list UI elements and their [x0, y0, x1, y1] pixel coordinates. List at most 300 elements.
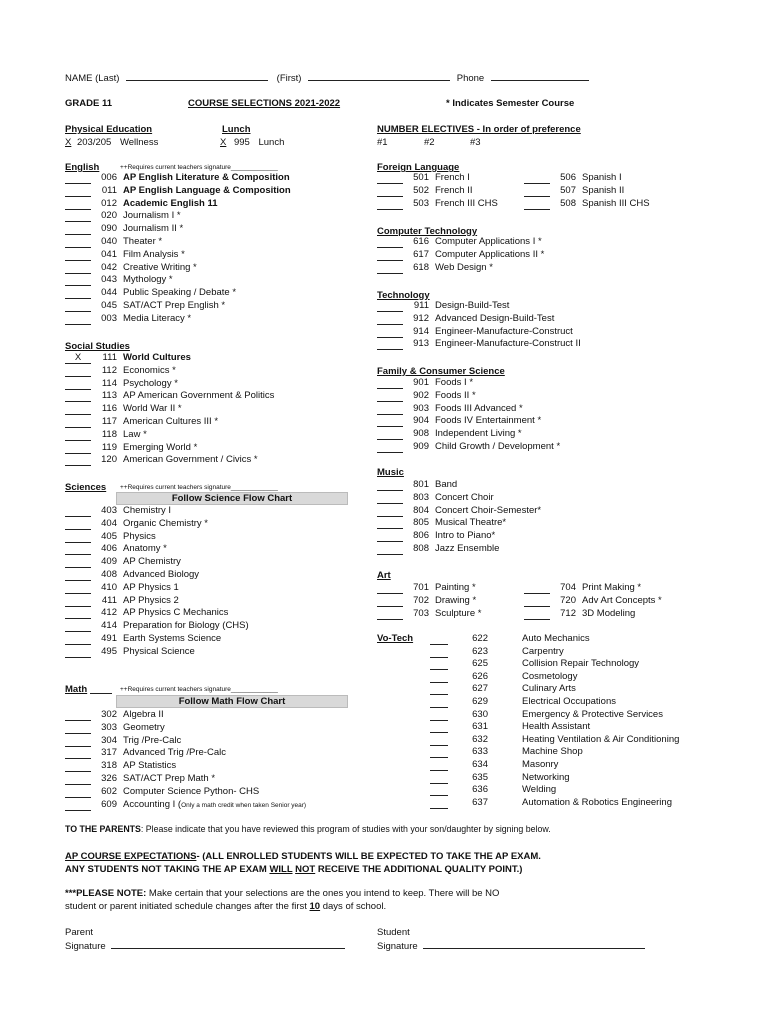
- phone-field[interactable]: [491, 72, 589, 81]
- list-item: [65, 620, 249, 633]
- student-signature: [377, 940, 645, 952]
- ap-expectations-line2: [65, 864, 522, 875]
- list-item: [377, 505, 541, 518]
- course-code: 411: [101, 594, 117, 606]
- selection-blank[interactable]: [377, 429, 403, 440]
- course-name: AP English Language & Composition: [123, 184, 291, 196]
- course-note: Only a math credit when taken Senior year): [181, 801, 307, 809]
- parent-signature: [65, 940, 345, 952]
- computer-title: Computer Technology: [377, 226, 478, 237]
- list-item: [65, 569, 249, 582]
- course-code: 491: [101, 632, 117, 644]
- course-name: Foods III Advanced *: [435, 402, 523, 414]
- selection-blank[interactable]: [65, 455, 91, 466]
- list-item: [65, 172, 291, 185]
- course-name: Concert Choir-Semester*: [435, 504, 542, 516]
- pe-name: Wellness: [119, 137, 159, 148]
- list-item: [65, 646, 249, 659]
- selection-blank[interactable]: [65, 621, 91, 632]
- list-item: [65, 531, 249, 544]
- course-name: Emergency & Protective Services: [522, 708, 663, 720]
- course-name: AP Chemistry: [123, 556, 181, 568]
- course-code: 632: [472, 733, 488, 745]
- ap-title: AP COURSE EXPECTATIONS: [65, 851, 197, 862]
- selection-blank[interactable]: [65, 391, 91, 402]
- course-name: Computer Applications I *: [435, 236, 542, 247]
- selection-blank[interactable]: [65, 736, 91, 747]
- course-name: Accounting I (: [123, 798, 182, 810]
- course-name: AP American Government & Politics: [123, 390, 275, 402]
- list-item: [430, 671, 679, 684]
- course-code: 011: [101, 184, 117, 196]
- course-code: 114: [101, 377, 117, 389]
- list-item: [65, 709, 306, 722]
- selection-blank[interactable]: [65, 506, 91, 517]
- course-code: 404: [101, 517, 117, 529]
- course-name: Cosmetology: [522, 670, 578, 682]
- student-signature-field[interactable]: [423, 940, 645, 949]
- course-code: 042: [101, 261, 117, 273]
- selection-blank[interactable]: [524, 199, 550, 210]
- english-title: English: [65, 162, 100, 173]
- course-name: Earth Systems Science: [123, 632, 222, 644]
- list-item: [377, 479, 541, 492]
- course-name: Psychology *: [123, 377, 178, 389]
- selection-blank[interactable]: [65, 647, 91, 658]
- student-signature-label: Signature: [377, 941, 418, 952]
- selection-blank[interactable]: [65, 583, 91, 594]
- course-name: Culinary Arts: [522, 683, 576, 695]
- course-name: Physics: [123, 530, 156, 542]
- course-code: 507: [560, 184, 576, 196]
- list-item: [524, 595, 662, 608]
- course-code: 406: [101, 543, 117, 555]
- parents-text: : Please indicate that you have reviewed this program of studies with your son/daughter by signing below.: [140, 824, 551, 834]
- selection-blank[interactable]: [430, 735, 448, 746]
- course-code: 636: [472, 784, 488, 796]
- course-name: Algebra II: [123, 709, 164, 720]
- course-code: 506: [560, 172, 576, 183]
- course-code: 111: [102, 352, 117, 363]
- course-code: 703: [413, 607, 429, 619]
- list-item: [377, 492, 541, 505]
- note-line2b: days of school.: [320, 901, 387, 912]
- selection-blank[interactable]: [65, 301, 91, 312]
- selection-blank[interactable]: [377, 493, 403, 504]
- list-item: [65, 416, 274, 429]
- list-item: [430, 734, 679, 747]
- course-code: 043: [101, 274, 117, 286]
- list-item: [430, 658, 679, 671]
- list-item: [377, 185, 498, 198]
- course-code: 912: [413, 312, 429, 324]
- name-first-field[interactable]: [308, 72, 450, 81]
- foreign-list-right: [524, 172, 650, 210]
- selection-blank[interactable]: [430, 672, 448, 683]
- selection-blank[interactable]: [377, 518, 403, 529]
- list-item: [65, 287, 291, 300]
- list-item: [430, 646, 679, 659]
- selection-blank[interactable]: [524, 173, 550, 184]
- course-name: AP Physics C Mechanics: [123, 607, 229, 619]
- selection-blank[interactable]: [65, 723, 91, 734]
- selection-blank[interactable]: [65, 774, 91, 785]
- selection-blank[interactable]: [430, 722, 448, 733]
- course-name: Independent Living *: [435, 428, 522, 440]
- course-name: Computer Science Python- CHS: [123, 785, 260, 797]
- course-name: French III CHS: [435, 197, 498, 209]
- list-item: [65, 722, 306, 735]
- selection-blank[interactable]: [430, 710, 448, 721]
- social-title: Social Studies: [65, 341, 130, 352]
- selection-blank[interactable]: [65, 787, 91, 798]
- selection-blank[interactable]: [65, 275, 91, 286]
- course-name: Web Design *: [435, 261, 493, 273]
- selection-blank[interactable]: [524, 596, 550, 607]
- selection-blank[interactable]: [430, 697, 448, 708]
- list-item: [430, 696, 679, 709]
- list-item: [377, 608, 481, 621]
- parent-signature-field[interactable]: [111, 940, 345, 949]
- computer-list: [377, 236, 544, 274]
- list-item: [65, 595, 249, 608]
- course-name: Networking: [522, 771, 570, 783]
- elective-2: #2: [424, 137, 435, 148]
- selection-blank[interactable]: [430, 659, 448, 670]
- selection-blank[interactable]: [377, 416, 403, 427]
- pe-title: Physical Education: [65, 124, 153, 135]
- music-list: [377, 479, 541, 556]
- course-code: 637: [472, 796, 488, 808]
- selection-blank[interactable]: [65, 224, 91, 235]
- course-name: World War II *: [123, 403, 182, 415]
- elective-3: #3: [470, 137, 481, 148]
- selection-blank[interactable]: [65, 710, 91, 721]
- lunch-code: 995: [233, 137, 250, 148]
- course-name: AP Physics 2: [123, 594, 179, 606]
- list-item: [377, 582, 481, 595]
- list-item: [65, 556, 249, 569]
- selection-blank[interactable]: [65, 173, 91, 184]
- list-item: [65, 300, 291, 313]
- pe-mark[interactable]: X: [65, 137, 72, 148]
- course-name: Creative Writing *: [123, 261, 197, 273]
- course-code: 634: [472, 758, 488, 770]
- list-item: [430, 633, 679, 646]
- course-code: 006: [101, 172, 117, 183]
- course-code: 118: [101, 428, 117, 440]
- selection-blank[interactable]: [65, 544, 91, 555]
- course-name: Preparation for Biology (CHS): [123, 620, 249, 632]
- ap-line2b: RECEIVE THE ADDITIONAL QUALITY POINT.): [315, 864, 523, 875]
- course-name: AP Physics 1: [123, 581, 179, 593]
- course-code: 503: [413, 197, 429, 209]
- list-item: [65, 518, 249, 531]
- student-label: Student: [377, 927, 410, 938]
- selection-blank[interactable]: [65, 532, 91, 543]
- name-last-label: NAME (Last): [65, 73, 120, 84]
- course-name: Advanced Design-Build-Test: [435, 312, 555, 324]
- selection-blank[interactable]: [377, 442, 403, 453]
- course-name: Chemistry I: [123, 505, 172, 516]
- selection-blank[interactable]: [377, 583, 403, 594]
- course-code: 904: [413, 415, 429, 427]
- selection-blank[interactable]: [377, 506, 403, 517]
- selection-blank[interactable]: [430, 773, 448, 784]
- technology-list: [377, 300, 581, 351]
- sciences-list: [65, 505, 249, 659]
- course-code: 720: [560, 594, 576, 606]
- course-code: 616: [413, 236, 429, 247]
- selection-blank[interactable]: [377, 596, 403, 607]
- course-code: 602: [101, 785, 117, 797]
- social-list: [65, 352, 274, 467]
- name-first-label: (First): [276, 73, 302, 84]
- course-name: Geometry: [123, 721, 165, 733]
- course-code: 609: [101, 798, 117, 810]
- course-name: Academic English 11: [123, 197, 218, 209]
- art-list-right: [524, 582, 662, 620]
- selection-blank[interactable]: X: [65, 353, 91, 364]
- electives-title: NUMBER ELECTIVES - In order of preference: [377, 124, 581, 135]
- course-code: 501: [413, 172, 429, 183]
- course-name: Collision Repair Technology: [522, 658, 640, 670]
- selection-blank[interactable]: [377, 199, 403, 210]
- parent-label: Parent: [65, 927, 93, 938]
- selection-blank[interactable]: [65, 366, 91, 377]
- selection-blank[interactable]: [65, 417, 91, 428]
- course-name: Emerging World *: [123, 441, 198, 453]
- selection-blank[interactable]: [377, 544, 403, 555]
- course-name: French II: [435, 184, 473, 196]
- list-item: [430, 797, 679, 810]
- course-name: Child Growth / Development *: [435, 440, 561, 452]
- list-item: [430, 683, 679, 696]
- list-item: [65, 735, 306, 748]
- course-code: 414: [101, 620, 117, 632]
- selection-blank[interactable]: [377, 237, 403, 248]
- list-item: [430, 721, 679, 734]
- selection-blank[interactable]: [65, 608, 91, 619]
- course-code: 303: [101, 721, 117, 733]
- course-code: 803: [413, 491, 429, 503]
- course-code: 702: [413, 594, 429, 606]
- selection-blank[interactable]: [65, 263, 91, 274]
- selection-blank[interactable]: [377, 404, 403, 415]
- list-item: [377, 313, 581, 326]
- selection-blank[interactable]: [65, 199, 91, 210]
- course-code: 801: [413, 479, 429, 490]
- course-code: 633: [472, 746, 488, 758]
- course-name: Design-Build-Test: [435, 300, 510, 311]
- selection-blank[interactable]: [65, 748, 91, 759]
- course-code: 914: [413, 325, 429, 337]
- parents-note: [65, 824, 551, 834]
- selection-blank[interactable]: [377, 173, 403, 184]
- selection-blank[interactable]: [377, 378, 403, 389]
- list-item: [377, 172, 498, 185]
- selection-blank[interactable]: [65, 761, 91, 772]
- selection-blank[interactable]: [65, 800, 91, 811]
- selection-blank[interactable]: [377, 263, 403, 274]
- course-code: 041: [101, 248, 117, 260]
- course-name: Theater *: [123, 235, 163, 247]
- course-code: 806: [413, 530, 429, 542]
- note-line2a: student or parent initiated schedule changes after the first: [65, 901, 310, 912]
- course-code: 808: [413, 542, 429, 554]
- course-code: 326: [101, 772, 117, 784]
- science-flow-banner: Follow Science Flow Chart: [116, 492, 348, 505]
- selection-blank[interactable]: [65, 237, 91, 248]
- course-name: Media Literacy *: [123, 312, 192, 324]
- selection-blank[interactable]: [430, 760, 448, 771]
- list-item: [430, 709, 679, 722]
- name-last-field[interactable]: [126, 72, 268, 81]
- selection-blank[interactable]: [430, 647, 448, 658]
- selection-blank[interactable]: [65, 288, 91, 299]
- please-note-label: ***PLEASE NOTE:: [65, 888, 147, 899]
- course-name: Band: [435, 479, 458, 490]
- selection-blank[interactable]: [430, 634, 448, 645]
- lunch-mark[interactable]: X: [220, 137, 227, 148]
- list-item: [65, 365, 274, 378]
- please-note: [65, 888, 499, 899]
- selection-blank[interactable]: [65, 570, 91, 581]
- course-name: Foods II *: [435, 389, 476, 401]
- selection-blank[interactable]: [65, 186, 91, 197]
- course-code: 901: [413, 377, 429, 388]
- selection-blank[interactable]: [430, 747, 448, 758]
- course-name: Advanced Trig /Pre-Calc: [123, 747, 226, 759]
- selection-blank[interactable]: [65, 404, 91, 415]
- course-code: 508: [560, 197, 576, 209]
- selection-blank[interactable]: [377, 327, 403, 338]
- selection-blank[interactable]: [65, 250, 91, 261]
- course-code: 913: [413, 338, 429, 350]
- course-name: Foods IV Entertainment *: [435, 415, 542, 427]
- selection-blank[interactable]: [524, 609, 550, 620]
- selection-blank[interactable]: [65, 379, 91, 390]
- selection-blank[interactable]: [65, 519, 91, 530]
- course-code: 911: [413, 300, 429, 311]
- list-item: [377, 390, 560, 403]
- course-code: 412: [101, 607, 117, 619]
- selection-blank[interactable]: [65, 443, 91, 454]
- course-code: 635: [472, 771, 488, 783]
- selection-blank[interactable]: [377, 186, 403, 197]
- course-code: 704: [560, 582, 576, 593]
- list-item: [65, 786, 306, 799]
- course-name: Organic Chemistry *: [123, 517, 208, 529]
- course-name: Trig /Pre-Calc: [123, 734, 182, 746]
- selection-blank[interactable]: [65, 634, 91, 645]
- list-item: [65, 582, 249, 595]
- course-code: 116: [101, 403, 117, 415]
- course-name: Computer Applications II *: [435, 248, 545, 260]
- sciences-title: Sciences: [65, 482, 107, 493]
- course-name: 3D Modeling: [582, 607, 636, 619]
- ap-line2a: ANY STUDENTS NOT TAKING THE AP EXAM: [65, 864, 270, 875]
- course-name: Intro to Piano*: [435, 530, 496, 542]
- selection-blank[interactable]: [377, 339, 403, 350]
- course-name: Painting *: [435, 582, 476, 593]
- ap-will: WILL: [269, 864, 293, 875]
- course-code: 318: [101, 760, 117, 772]
- selection-blank[interactable]: [377, 314, 403, 325]
- selection-blank[interactable]: [65, 314, 91, 325]
- course-name: Carpentry: [522, 645, 564, 657]
- selection-blank[interactable]: [377, 391, 403, 402]
- list-item: [524, 172, 650, 185]
- selection-blank[interactable]: [430, 684, 448, 695]
- list-item: [524, 198, 650, 211]
- selection-blank[interactable]: [524, 186, 550, 197]
- lunch-name: Lunch: [258, 137, 285, 148]
- foreign-list-left: [377, 172, 498, 210]
- course-name: Spanish I: [582, 172, 622, 183]
- selection-blank[interactable]: [377, 480, 403, 491]
- course-name: AP Statistics: [123, 760, 177, 772]
- selection-blank[interactable]: [430, 785, 448, 796]
- selection-blank[interactable]: [65, 211, 91, 222]
- list-item: [65, 236, 291, 249]
- course-name: Film Analysis *: [123, 248, 185, 260]
- course-name: Machine Shop: [522, 746, 583, 758]
- course-code: 120: [101, 454, 117, 466]
- course-name: Concert Choir: [435, 491, 494, 503]
- list-item: [65, 773, 306, 786]
- list-item: [377, 338, 581, 351]
- selection-blank[interactable]: [377, 531, 403, 542]
- selection-blank[interactable]: [377, 609, 403, 620]
- list-item: [65, 633, 249, 646]
- selection-blank[interactable]: [65, 557, 91, 568]
- please-note-text: Make certain that your selections are the ones you intend to keep. There will be NO: [146, 888, 500, 899]
- course-code: 408: [101, 568, 117, 580]
- technology-title: Technology: [377, 290, 430, 301]
- name-row: [65, 72, 589, 84]
- art-title: Art: [377, 570, 391, 581]
- list-item: [524, 608, 662, 621]
- list-item: [65, 403, 274, 416]
- course-code: 112: [101, 364, 117, 376]
- selection-blank[interactable]: [524, 583, 550, 594]
- pe-code: 203/205: [76, 137, 112, 148]
- list-item: [65, 352, 274, 365]
- list-item: [65, 378, 274, 391]
- list-item: [377, 595, 481, 608]
- list-item: [430, 784, 679, 797]
- course-code: 623: [472, 645, 488, 657]
- list-item: [65, 607, 249, 620]
- selection-blank[interactable]: [377, 250, 403, 261]
- course-name: French I: [435, 172, 470, 183]
- list-item: [65, 249, 291, 262]
- selection-blank[interactable]: [377, 301, 403, 312]
- course-name: Automation & Robotics Engineering: [522, 796, 672, 808]
- list-item: [377, 198, 498, 211]
- course-code: 403: [101, 505, 117, 516]
- list-item: [430, 759, 679, 772]
- course-code: 805: [413, 517, 429, 529]
- selection-blank[interactable]: [65, 596, 91, 607]
- please-note-line2: [65, 901, 386, 912]
- list-item: [430, 746, 679, 759]
- course-code: 020: [101, 210, 117, 222]
- selection-blank[interactable]: [65, 430, 91, 441]
- selection-blank[interactable]: [430, 798, 448, 809]
- list-item: [65, 274, 291, 287]
